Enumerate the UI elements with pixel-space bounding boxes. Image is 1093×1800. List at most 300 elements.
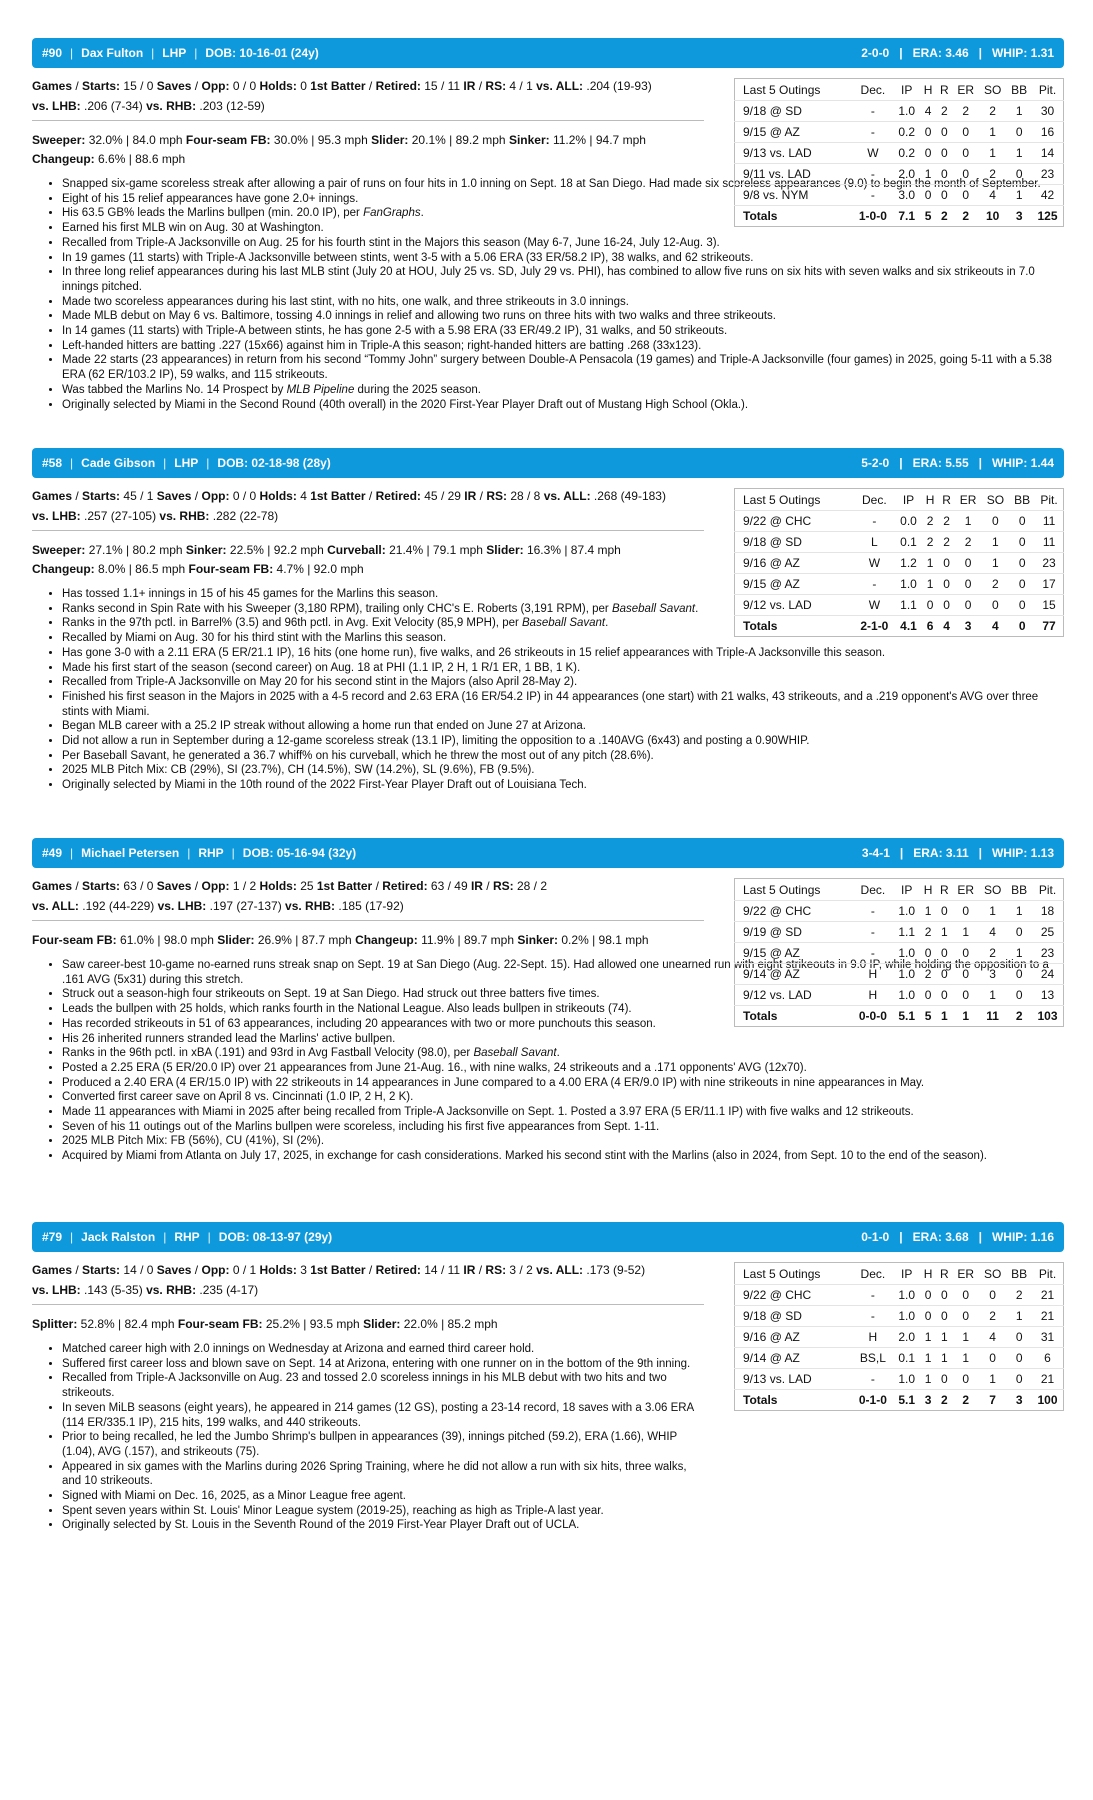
text-segment: .206 (7-34) xyxy=(80,99,147,113)
table-header-row xyxy=(735,879,1064,901)
table-cell: 1 xyxy=(982,532,1010,553)
season-summary xyxy=(862,846,1054,860)
text-segment: 0.2% | 98.1 mph xyxy=(558,933,649,947)
last-five-outings xyxy=(734,878,1064,1027)
table-cell: 0 xyxy=(920,985,936,1006)
stat-label: IR xyxy=(464,489,477,503)
note-item xyxy=(62,1105,1052,1120)
text-segment: Converted first career save on April 8 vs. Cincinnati (1.0 IP, 2 H, 2 K). xyxy=(62,1091,414,1104)
text-segment: Posted a 2.25 ERA (5 ER/20.0 IP) over 21 appearances from June 21-Aug. 16., with nine walks, 24 strikeouts and a .171 opponents' AVG (12x70). xyxy=(62,1061,807,1074)
last-five-outings-table xyxy=(734,1262,1064,1411)
text-segment: 0 / 1 xyxy=(229,1263,260,1277)
stat-label: Holds: xyxy=(259,879,297,893)
pitcher-card xyxy=(32,1222,1064,1533)
stat-label: Curveball: xyxy=(327,543,386,557)
table-cell: 1 xyxy=(920,1327,936,1348)
last-five-outings xyxy=(734,1262,1064,1411)
stat-label: Saves xyxy=(156,489,192,503)
table-cell: 9/18 @ SD xyxy=(735,1306,853,1327)
stat-label: Holds: xyxy=(259,79,297,93)
jersey-number: #49 xyxy=(42,846,63,860)
text-segment: 61.0% | 98.0 mph xyxy=(116,933,218,947)
stat-label: RS: xyxy=(485,79,507,93)
table-row xyxy=(735,532,1064,553)
text-segment: In seven MiLB seasons (eight years), he appeared in 214 games (12 GS), posting a 23-14 record, 18 saves with a 3.06 ERA (114 ER/335.1 IP), 215 hits, 199 walks, and 440 strikeouts. xyxy=(62,1401,694,1429)
totals-row xyxy=(735,616,1064,637)
pitch-mix xyxy=(32,931,704,950)
text-segment: Made MLB debut on May 6 vs. Baltimore, tossing 4.0 innings in relief and allowing two runs on three hits with two walks and three strikeouts. xyxy=(62,310,776,323)
text-segment: Spent seven years within St. Louis' Minor League system (2019-25), reaching as high as Triple-A last year. xyxy=(62,1504,604,1517)
note-item xyxy=(62,339,1052,354)
totals-cell: 0-0-0 xyxy=(852,1006,893,1027)
text-segment: 14 / 11 xyxy=(420,1263,464,1277)
table-cell: 42 xyxy=(1032,185,1064,206)
text-segment: Per Baseball Savant, he generated a 36.7 whiff% on his curveball, which he threw the most out of any pitch (28.6%). xyxy=(62,749,654,762)
column-header: SO xyxy=(983,1267,1002,1281)
column-header: SO xyxy=(986,493,1005,507)
text-segment: Was tabbed the Marlins No. 14 Prospect by xyxy=(62,383,287,396)
table-cell: 9/14 @ AZ xyxy=(735,964,853,985)
column-header: Pit. xyxy=(1038,883,1057,897)
note-item xyxy=(62,734,1052,749)
note-item xyxy=(62,690,1052,719)
note-item xyxy=(62,1460,702,1489)
table-cell: 1.1 xyxy=(895,595,922,616)
last-five-outings-table xyxy=(734,78,1064,227)
stat-label: Sinker: xyxy=(185,543,227,557)
stat-label: Saves xyxy=(156,79,192,93)
table-cell: 9/22 @ CHC xyxy=(735,511,854,532)
column-header: Pit. xyxy=(1038,83,1057,97)
text-segment: Seven of his 11 outings out of the Marlins bullpen were scoreless, including his first five appearances from Sept. 1-11. xyxy=(62,1120,660,1133)
text-segment: 3 / 2 xyxy=(506,1263,537,1277)
table-cell: 2 xyxy=(920,964,936,985)
column-header: BB xyxy=(1011,883,1028,897)
table-cell: 6 xyxy=(1032,1348,1064,1369)
text-segment: Originally selected by Miami in the Second Round (40th overall) in the 2020 First-Year Player Draft out of Mustang High School (Okla.). xyxy=(62,398,749,411)
table-cell: 0 xyxy=(920,1285,936,1306)
column-header: H xyxy=(923,883,933,897)
text-segment: / xyxy=(191,79,202,93)
table-cell: 13 xyxy=(1032,985,1064,1006)
stat-label: vs. RHB: xyxy=(146,1283,197,1297)
table-row xyxy=(735,185,1064,206)
totals-row xyxy=(735,1006,1064,1027)
table-cell: 23 xyxy=(1032,164,1064,185)
column-header: H xyxy=(923,1267,933,1281)
text-segment: .192 (44-229) xyxy=(78,899,158,913)
text-segment: In three long relief appearances during his last MLB stint (July 20 at HOU, July 25 vs. SD, July 29 vs. PHI), has combined to allow five runs on six hits with seven walks and six strikeouts in 7.0 innings pitched. xyxy=(62,266,1035,293)
text-segment: 22.5% | 92.2 mph xyxy=(226,543,328,557)
table-row xyxy=(735,511,1064,532)
text-segment: 16.3% | 87.4 mph xyxy=(523,543,621,557)
column-header: Last 5 Outings xyxy=(743,1267,821,1281)
table-cell: L xyxy=(854,532,895,553)
text-segment: .173 (9-52) xyxy=(583,1263,646,1277)
pitcher-stats xyxy=(32,478,704,579)
text-segment: / xyxy=(476,489,487,503)
column-header: ER xyxy=(957,83,975,97)
text-segment: / xyxy=(191,489,202,503)
stat-label: vs. ALL: xyxy=(536,79,584,93)
table-cell: 9/13 vs. LAD xyxy=(735,1369,853,1390)
separator: | xyxy=(70,1230,74,1244)
note-item xyxy=(62,251,1052,266)
table-cell: 0.1 xyxy=(893,1348,920,1369)
note-item xyxy=(62,324,1052,339)
text-segment: .197 (27-137) xyxy=(206,899,286,913)
throwing-hand: RHP xyxy=(174,1230,200,1244)
table-cell: 1.1 xyxy=(893,922,920,943)
totals-cell: 0-1-0 xyxy=(852,1390,893,1411)
table-cell: 1 xyxy=(955,511,982,532)
text-segment: 52.8% | 82.4 mph xyxy=(77,1317,178,1331)
table-cell: 9/15 @ AZ xyxy=(735,574,854,595)
text-segment: / xyxy=(191,879,202,893)
text-segment: / xyxy=(475,79,486,93)
separator: | xyxy=(187,846,191,860)
totals-cell: 10 xyxy=(979,206,1006,227)
stat-label: Games xyxy=(32,1263,73,1277)
text-segment: 11.2% | 94.7 mph xyxy=(549,133,646,147)
table-cell: 0 xyxy=(1006,1348,1032,1369)
text-segment: Ranks in the 97th pctl. in Barrel% (3.5) and 96th pctl. in Avg. Exit Velocity (85,9 MPH), per xyxy=(62,617,523,630)
table-cell: 1.0 xyxy=(893,1285,920,1306)
stat-line-row xyxy=(32,1260,704,1280)
pitcher-card xyxy=(32,38,1064,412)
separator: | xyxy=(70,456,74,470)
pitcher-header-bar xyxy=(32,38,1064,68)
text-segment: 0 / 0 xyxy=(229,79,260,93)
text-segment: 4 xyxy=(296,489,311,503)
text-segment: Leads the bullpen with 25 holds, which ranks fourth in the National League. Also leads bullpen in strikeouts (74). xyxy=(62,1003,632,1016)
text-segment: Finished his first season in the Majors in 2025 with a 4-5 record and 2.63 ERA (16 ER/54.2 IP) in 44 appearances (one start) with 21 walks, 43 strikeouts, and a .219 opponent's AVG over three stints with Miami. xyxy=(62,690,1039,718)
text-segment: / xyxy=(191,1263,202,1277)
note-item xyxy=(62,719,1052,734)
stat-label: Slider: xyxy=(371,133,409,147)
table-row xyxy=(735,574,1064,595)
text-segment: 30.0% | 95.3 mph xyxy=(270,133,372,147)
table-cell: 1.0 xyxy=(893,1306,920,1327)
table-cell: 9/16 @ AZ xyxy=(735,1327,853,1348)
pitcher-name: Cade Gibson xyxy=(81,456,156,470)
table-cell: 0 xyxy=(936,1306,952,1327)
stat-line-row xyxy=(32,896,704,916)
text-segment: .204 (19-93) xyxy=(583,79,652,93)
text-segment: 0 / 0 xyxy=(229,489,260,503)
text-segment: His 63.5 GB% leads the Marlins bullpen (min. 20.0 IP), per xyxy=(62,207,364,220)
text-segment: 3 xyxy=(296,1263,311,1277)
table-cell: 0 xyxy=(1009,595,1035,616)
totals-cell: 1-0-0 xyxy=(852,206,893,227)
table-cell: W xyxy=(852,143,893,164)
note-item xyxy=(62,1342,702,1357)
table-cell: 0 xyxy=(952,943,979,964)
table-cell: 1 xyxy=(920,164,936,185)
table-cell: - xyxy=(852,122,893,143)
date-of-birth: DOB: 10-16-01 (24y) xyxy=(205,46,319,60)
season-summary xyxy=(861,46,1054,60)
totals-cell: 2-1-0 xyxy=(854,616,895,637)
text-segment: Did not allow a run in September during a 12-game scoreless streak (13.1 IP), limiting the opposition to a .140AVG (6x43) and posting a 0.90WHIP. xyxy=(62,735,810,748)
table-cell: - xyxy=(852,922,893,943)
totals-cell: 1 xyxy=(952,1006,979,1027)
table-cell: 1 xyxy=(936,1327,952,1348)
era-value: ERA: 3.46 xyxy=(912,46,969,60)
note-item xyxy=(62,763,1052,778)
text-segment: Signed with Miami on Dec. 16, 2025, as a Minor League free agent. xyxy=(62,1490,406,1503)
stat-label: Games xyxy=(32,879,73,893)
table-cell: 0 xyxy=(1006,985,1032,1006)
stat-label: Opp: xyxy=(201,79,230,93)
pitcher-name: Dax Fulton xyxy=(81,46,144,60)
totals-cell: 4 xyxy=(982,616,1010,637)
column-header: Dec. xyxy=(860,1267,886,1281)
text-segment: 15 / 0 xyxy=(120,79,157,93)
separator: | xyxy=(899,46,903,60)
text-segment: 28 / 8 xyxy=(506,489,544,503)
table-row xyxy=(735,922,1064,943)
table-cell: 0 xyxy=(936,985,952,1006)
text-segment: 15 / 11 xyxy=(420,79,464,93)
table-cell: 0 xyxy=(938,553,954,574)
stat-label: Retired: xyxy=(382,879,428,893)
table-cell: 0 xyxy=(955,595,982,616)
table-row xyxy=(735,122,1064,143)
stat-label: vs. ALL: xyxy=(536,1263,584,1277)
table-cell: 0 xyxy=(936,122,952,143)
note-item xyxy=(62,265,1052,294)
stat-label: vs. ALL: xyxy=(32,899,79,913)
table-cell: 0 xyxy=(952,185,979,206)
table-cell: 2 xyxy=(938,511,954,532)
table-cell: 1 xyxy=(952,922,979,943)
stat-label: Starts: xyxy=(82,1263,121,1277)
table-cell: 21 xyxy=(1032,1306,1064,1327)
table-cell: W xyxy=(854,595,895,616)
totals-cell: 2 xyxy=(1006,1006,1032,1027)
note-item xyxy=(62,353,1052,382)
table-cell: 2.0 xyxy=(893,164,920,185)
table-cell: 1.2 xyxy=(895,553,922,574)
pitcher-identity xyxy=(42,1230,332,1244)
totals-cell: 4.1 xyxy=(895,616,922,637)
stat-label: Starts: xyxy=(82,879,121,893)
stat-label: Sweeper: xyxy=(32,133,86,147)
separator: | xyxy=(70,46,74,60)
text-segment: .268 (49-183) xyxy=(590,489,666,503)
column-header: R xyxy=(939,1267,949,1281)
table-row xyxy=(735,595,1064,616)
table-cell: - xyxy=(854,511,895,532)
text-segment: Earned his first MLB win on Aug. 30 at Washington. xyxy=(62,222,324,235)
table-cell: 1 xyxy=(922,553,938,574)
text-segment: 26.9% | 87.7 mph xyxy=(254,933,356,947)
table-cell: 31 xyxy=(1032,1327,1064,1348)
totals-cell: Totals xyxy=(735,1390,853,1411)
totals-cell: 11 xyxy=(979,1006,1006,1027)
pitcher-identity xyxy=(42,46,319,60)
table-row xyxy=(735,101,1064,122)
last-five-outings xyxy=(734,78,1064,227)
stat-label: IR xyxy=(463,79,476,93)
win-loss-save-record: 3-4-1 xyxy=(861,846,890,860)
stat-label: 1st Batter xyxy=(310,1263,366,1277)
stat-label: Four-seam FB: xyxy=(188,562,274,576)
totals-cell: 3 xyxy=(1006,1390,1032,1411)
table-cell: 2 xyxy=(1006,1285,1032,1306)
text-segment: 25.2% | 93.5 mph xyxy=(262,1317,364,1331)
table-cell: 11 xyxy=(1035,532,1063,553)
table-cell: 0 xyxy=(1006,964,1032,985)
pitch-mix xyxy=(32,131,704,169)
note-item xyxy=(62,1046,1052,1061)
table-cell: 0 xyxy=(952,1369,979,1390)
text-segment: Matched career high with 2.0 innings on Wednesday at Arizona and earned third career hold. xyxy=(62,1343,535,1355)
stat-label: 1st Batter xyxy=(316,879,373,893)
table-cell: 4 xyxy=(979,185,1006,206)
column-header: R xyxy=(939,883,949,897)
table-cell: 1.0 xyxy=(893,943,920,964)
text-segment: Saw career-best 10-game no-earned runs streak snap on Sept. 19 at San Diego (Aug. 22-Sept. 15). Had allowed one unearned run with eight strikeouts in 9.0 IP, while holding the opposition to a .161 AVG (5x31) during this stretch. xyxy=(62,959,1049,986)
table-cell: 1.0 xyxy=(893,985,920,1006)
note-item xyxy=(62,236,1052,251)
table-cell: 0 xyxy=(952,901,979,922)
text-segment: Baseball Savant xyxy=(522,617,606,630)
separator: | xyxy=(206,456,210,470)
totals-cell: 5.1 xyxy=(893,1006,920,1027)
table-cell: 0 xyxy=(955,553,982,574)
column-header: IP xyxy=(901,883,913,897)
pitcher-stats xyxy=(32,68,704,169)
table-cell: 0 xyxy=(1006,1327,1032,1348)
table-cell: - xyxy=(852,1306,893,1327)
table-cell: 0 xyxy=(1009,511,1035,532)
text-segment: 4.7% | 92.0 mph xyxy=(273,562,364,576)
win-loss-save-record: 0-1-0 xyxy=(861,1230,890,1244)
table-cell: - xyxy=(852,185,893,206)
table-cell: 0 xyxy=(938,574,954,595)
stat-label: 1st Batter xyxy=(310,79,366,93)
text-segment: 28 / 2 xyxy=(513,879,548,893)
pitch-mix-row xyxy=(32,1315,704,1334)
table-row xyxy=(735,943,1064,964)
totals-cell: 5 xyxy=(920,206,936,227)
jersey-number: #79 xyxy=(42,1230,63,1244)
table-cell: 0 xyxy=(936,185,952,206)
note-item xyxy=(62,675,1052,690)
note-item xyxy=(62,1120,1052,1135)
text-segment: Made 11 appearances with Miami in 2025 after being recalled from Triple-A Jacksonville on Sept. 1. Posted a 3.97 ERA (5 ER/11.1 IP) with five walks and 12 strikeouts. xyxy=(62,1106,914,1119)
stat-label: RS: xyxy=(485,1263,507,1277)
table-cell: 0 xyxy=(952,143,979,164)
column-header: Last 5 Outings xyxy=(743,883,821,897)
stat-label: Games xyxy=(32,489,73,503)
note-item xyxy=(62,1489,702,1504)
column-header: ER xyxy=(959,493,977,507)
text-segment: .257 (27-105) xyxy=(80,509,160,523)
separator: | xyxy=(978,46,982,60)
date-of-birth: DOB: 05-16-94 (32y) xyxy=(242,846,357,860)
table-cell: 2 xyxy=(952,101,979,122)
table-cell: 1 xyxy=(1006,943,1032,964)
separator: | xyxy=(899,846,904,860)
table-cell: 0 xyxy=(952,1306,979,1327)
stat-line-row xyxy=(32,486,704,506)
table-row xyxy=(735,553,1064,574)
separator: | xyxy=(231,846,235,860)
text-segment: In 19 games (11 starts) with Triple-A Jacksonville between stints, went 3-5 with a 5.06 ERA (33 ER/58.2 IP), 38 walks, and 62 strikeouts. xyxy=(62,251,754,264)
table-cell: 4 xyxy=(979,922,1006,943)
win-loss-save-record: 5-2-0 xyxy=(861,456,890,470)
table-cell: 4 xyxy=(920,101,936,122)
column-header: H xyxy=(923,83,933,97)
pitch-mix-row xyxy=(32,150,704,169)
column-header: H xyxy=(925,493,935,507)
date-of-birth: DOB: 08-13-97 (29y) xyxy=(218,1230,333,1244)
table-cell: 23 xyxy=(1035,553,1063,574)
table-cell: 14 xyxy=(1032,143,1064,164)
table-cell: 9/22 @ CHC xyxy=(735,901,853,922)
note-item xyxy=(62,749,1052,764)
totals-cell: 0 xyxy=(1009,616,1035,637)
table-cell: 1 xyxy=(922,574,938,595)
table-cell: 0 xyxy=(1006,164,1032,185)
table-cell: 0.1 xyxy=(895,532,922,553)
table-cell: 9/14 @ AZ xyxy=(735,1348,853,1369)
text-segment: Left-handed hitters are batting .227 (15x66) against him in Triple-A this season; right-handed hitters are batting .268 (33x123). xyxy=(62,339,702,352)
jersey-number: #90 xyxy=(42,46,63,60)
stat-label: Saves xyxy=(156,879,192,893)
table-cell: H xyxy=(852,964,893,985)
stat-line-row xyxy=(32,1280,704,1300)
table-cell: 25 xyxy=(1032,922,1064,943)
table-cell: 9/19 @ SD xyxy=(735,922,853,943)
note-item xyxy=(62,1076,1052,1091)
stat-label: Slider: xyxy=(217,933,255,947)
table-cell: 9/22 @ CHC xyxy=(735,1285,853,1306)
table-cell: 0 xyxy=(979,1348,1006,1369)
totals-cell: 100 xyxy=(1032,1390,1064,1411)
stat-label: vs. RHB: xyxy=(285,899,336,913)
table-cell: 0 xyxy=(1009,553,1035,574)
note-item xyxy=(62,1032,1052,1047)
pitcher-header-bar xyxy=(32,1222,1064,1252)
text-segment: . xyxy=(695,602,699,615)
era-value: ERA: 5.55 xyxy=(912,456,969,470)
text-segment: 45 / 1 xyxy=(120,489,157,503)
text-segment: Acquired by Miami from Atlanta on July 17, 2025, in exchange for cash considerations. Marked his second stint with the Marlins (also in 2024, from Sept. 10 to the end of the season). xyxy=(62,1150,987,1163)
totals-cell: 2 xyxy=(952,1390,979,1411)
table-row xyxy=(735,1285,1064,1306)
season-summary xyxy=(861,1230,1054,1244)
column-header: BB xyxy=(1011,1267,1028,1281)
table-cell: 0 xyxy=(952,164,979,185)
totals-cell: 6 xyxy=(922,616,938,637)
stat-line-row xyxy=(32,96,704,116)
stat-label: Sweeper: xyxy=(32,543,86,557)
text-segment: Produced a 2.40 ERA (4 ER/15.0 IP) with 22 strikeouts in 14 appearances in June compared to a 4.00 ERA (4 ER/9.0 IP) with nine strikeouts in nine appearances in May. xyxy=(62,1076,925,1089)
table-row xyxy=(735,1306,1064,1327)
table-cell: 9/18 @ SD xyxy=(735,532,854,553)
totals-cell: 2 xyxy=(952,206,979,227)
column-header: Dec. xyxy=(860,83,886,97)
table-cell: 1 xyxy=(1006,143,1032,164)
table-cell: 2 xyxy=(955,532,982,553)
date-of-birth: DOB: 02-18-98 (28y) xyxy=(217,456,331,470)
table-cell: 0 xyxy=(1006,922,1032,943)
table-row xyxy=(735,1327,1064,1348)
